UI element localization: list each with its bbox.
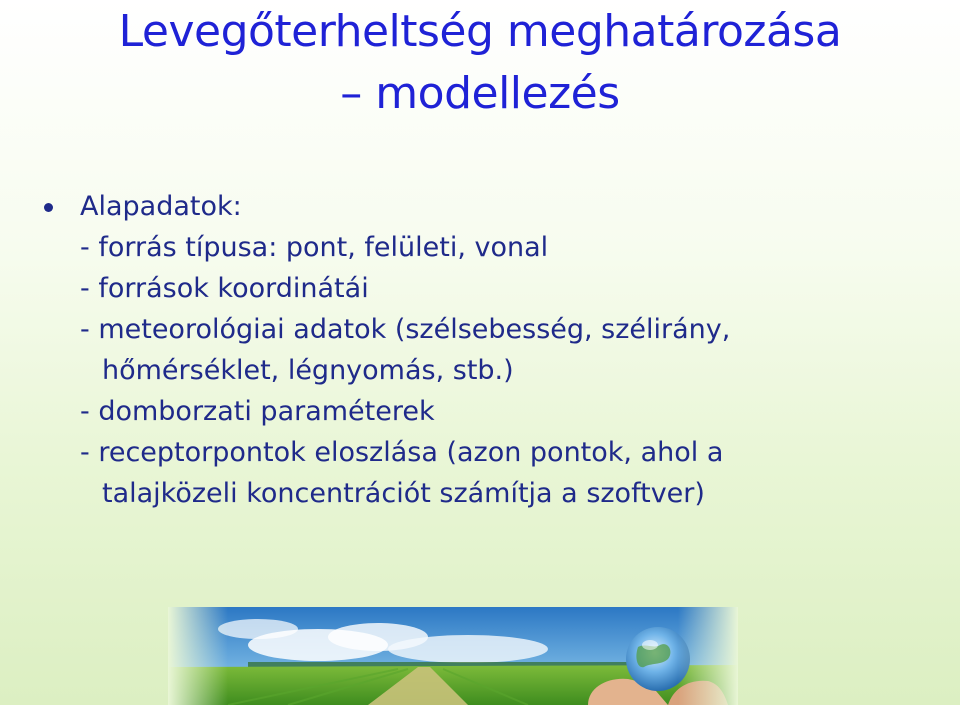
sub-item-source-type: - forrás típusa: pont, felületi, vonal (80, 232, 549, 263)
sub-item-meteorological-data: - meteorológiai adatok (szélsebesség, szélirány, (80, 314, 731, 345)
sky-field-photo-icon (168, 607, 738, 705)
title-line-1: Levegőterheltség meghatározása (118, 6, 842, 57)
sub-item-terrain-parameters: - domborzati paraméterek (80, 396, 435, 427)
title-line-2: – modellezés (340, 68, 620, 119)
slide-title (0, 4, 960, 122)
bullet-item (44, 186, 944, 227)
sub-item-source-coordinates: - források koordinátái (80, 273, 369, 304)
sub-item-receptor-points: - receptorpontok eloszlása (azon pontok, ahol a (80, 437, 724, 468)
bullet-dot-icon (44, 203, 53, 212)
banner-image (168, 607, 738, 705)
sub-item-receptor-points-cont: talajközeli koncentrációt számítja a szoftver) (102, 478, 705, 509)
sub-item-meteorological-data-cont: hőmérséklet, légnyomás, stb.) (102, 355, 514, 386)
slide-content (44, 186, 944, 514)
bullet-heading: Alapadatok: (80, 191, 242, 222)
